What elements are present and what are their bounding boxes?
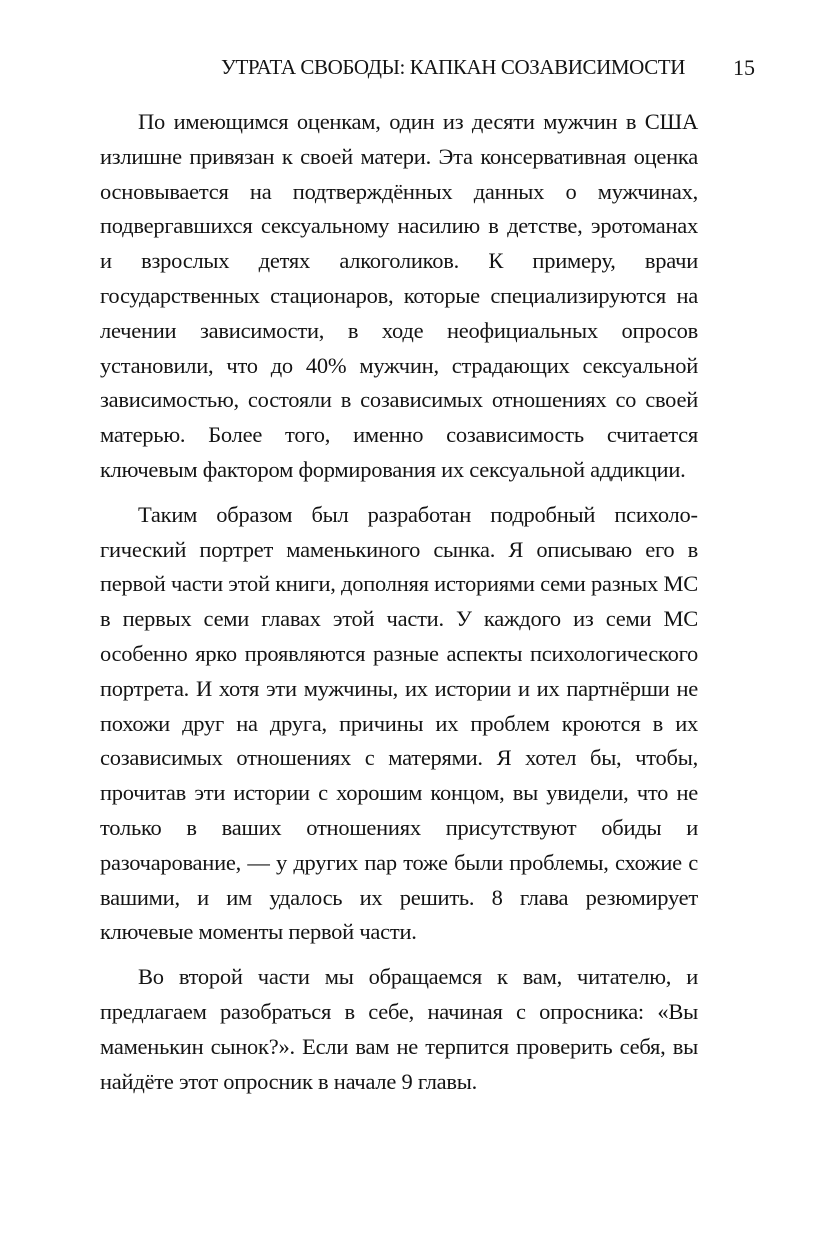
- page-header: [100, 49, 755, 89]
- page-number: 15: [733, 55, 755, 80]
- body-text: [100, 105, 698, 1099]
- paragraph: Таким образом был разработан подробный психологический портрет маменькиного сынка. Я описываю его в первой части этой книги, дополняя историями семи разных МС в первых семи главах этой части. У каждого из семи МС особенно ярко проявляются разные аспекты психологического портрета. И хотя эти мужчины, их истории и их партнёрши не похожи друг на друга, причины их проблем кроются в их созависимых отношениях с матерями. Я хотел бы, чтобы, прочитав эти истории с хорошим концом, вы увидели, что не только в ваших отношениях присутствуют обиды и разочарование, — у других пар тоже были проблемы, схожие с вашими, и им удалось их решить. 8 глава резюмирует ключевые моменты первой части.: [100, 501, 698, 945]
- paragraph: По имеющимся оценкам, один из десяти мужчин в США излишне привязан к своей матери. Эта консервативная оценка основывается на подтверждённых данных о мужчинах, подвергавшихся сексуальному насилию в детстве, эротоманах и взрослых детях алкоголиков. К примеру, врачи государственных стационаров, которые специализируются на лечении зависимости, в ходе неофициальных опросов установили, что до 40% мужчин, страдающих сексуальной зависимостью, состояли в созависимых отношениях со своей матерью. Более того, именно созависимость считается ключевым фактором формирования их сексуальной аддикции.: [100, 109, 698, 482]
- running-title: УТРАТА СВОБОДЫ: КАПКАН СОЗАВИСИМОСТИ: [221, 55, 685, 79]
- paragraph: Во второй части мы обращаемся к вам, читателю, и предлагаем разобраться в себе, начиная с опросника: «Вы маменькин сынок?». Если вам не терпится проверить себя, вы найдёте этот опросник в начале 9 главы.: [100, 964, 698, 1094]
